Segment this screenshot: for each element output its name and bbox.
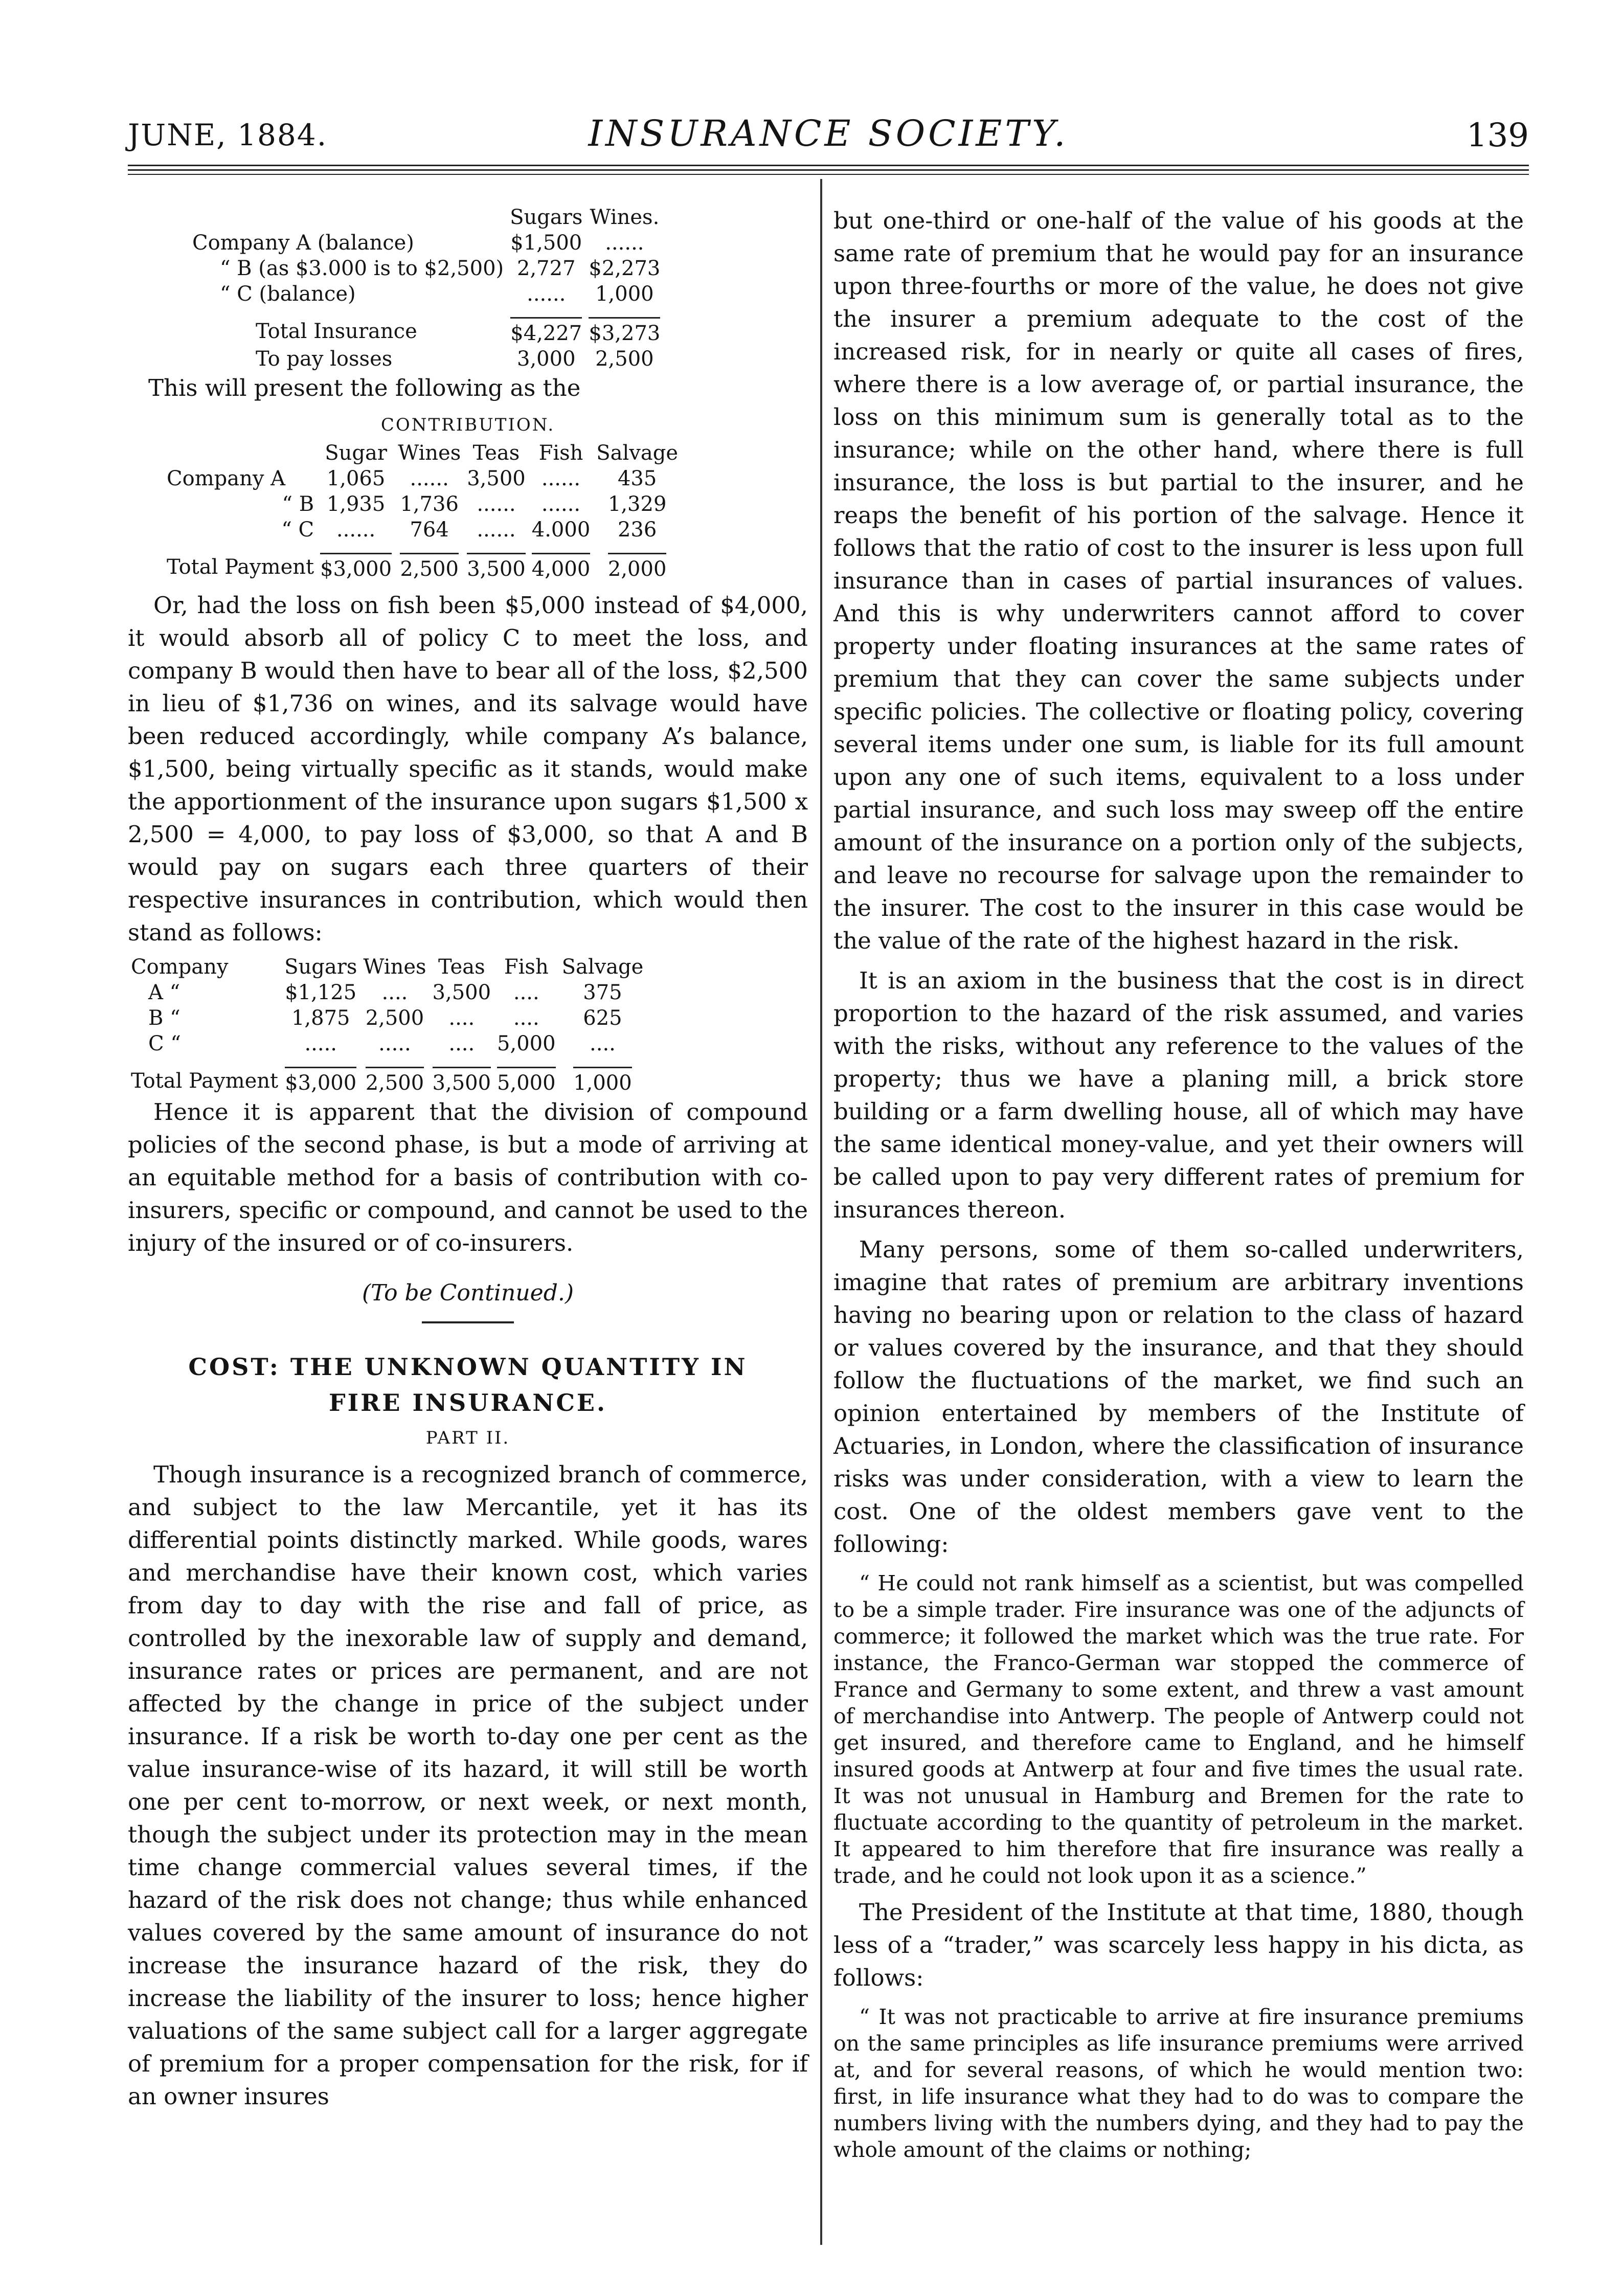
row-label: “ C (balance) [220,282,356,306]
row-label: “ C [281,518,314,542]
running-header [128,112,1529,169]
losses-sugars: 3,000 [517,347,576,371]
intro-line: This will present the following as the [148,374,581,401]
block-quote: “ He could not rank himself as a scientist, but was compelled to be a simple trader. Fire insurance was one of the adjuncts of commerce; it followed the market which was the true rate. For instance, the Franco-German war stopped the commerce of France and Germany to some extent, and threw a vast amount of merchandise into Antwerp. The people of Antwerp could not get insured, and therefore came to England, and he himself insured goods at Antwerp at four and five times the usual rate. It was not unusual in Hamburg and Bremen for the rate to fluctuate according to the quantity of petroleum in the market. It appeared to him therefore that fire insurance was really a trade, and he could not look upon it as a science.” [833,1571,1524,1888]
table-total-row [189,307,663,346]
col-header: Sugars [284,955,357,979]
col-header: Teas [438,955,485,979]
table-cell: 1,065 [326,467,386,490]
col-header: Sugar [325,441,387,465]
right-column [833,205,1524,2163]
col-header: Salvage [561,955,644,979]
table-cell: .... [590,1032,616,1055]
section-rule [422,1321,514,1323]
cell-sugars: 2,727 [517,257,576,280]
row-label: “ B [282,492,314,516]
table-row [189,230,663,256]
total-cell: $3,000 [285,1067,356,1095]
table-row [189,281,663,307]
total-cell: 4,000 [532,553,591,581]
table-cell: 1,736 [400,492,459,516]
table-row [164,491,681,517]
article-paragraph: Many persons, some of them so-called underwriters, imagine that rates of premium are arbitrary inventions having no bearing upon or relation to the class of hazard or values covered by the insurance, and that they should follow the fluctuations of the market, we find such an opinion entertained by members of the Institute of Actuaries, in London, where the classification of insurance risks was under consideration, with a view to learn the cost. One of the oldest members gave vent to the following: [833,1236,1524,1558]
cell-wines: 1,000 [595,282,654,306]
col-header: Fish [538,441,583,465]
total-wines: $3,273 [589,317,660,345]
contribution-heading: CONTRIBUTION. [380,415,555,435]
table-cell: 764 [410,518,449,542]
article-part: PART II. [425,1428,510,1448]
row-label: Company A (balance) [192,231,414,255]
cell-sugars: $1,500 [510,231,582,255]
table-cell: 3,500 [432,981,491,1004]
total-label: Total Payment [167,555,314,579]
article-title-line2: FIRE INSURANCE. [328,1389,607,1416]
table-cell: 435 [617,467,657,490]
total-cell: 5,000 [497,1067,556,1095]
table-cell: ...... [477,492,516,516]
col-header-wines: Wines. [590,206,660,229]
losses-wines: 2,500 [595,347,654,371]
article-paragraph: but one-third or one-half of the value of his goods at the same rate of premium that he would pay for an insurance upon three-fourths or more of the value, he does not give the insurer a premium adequate to the cost of the increased risk, for in nearly or quite all cases of fires, where there is a low average of, or partial insurance, the loss on this minimum sum is generally total as to the insurance; while on the other hand, where there is full insurance, the loss is but partial to the insurer, and he reaps the benefit of his portion of the salvage. Hence it follows that the ratio of cost to the insurer is less upon full insurance than in cases of partial insurances of values. And this is why underwriters cannot afford to cover property under floating insurances at the same rates of premium that they can cover the same subjects under specific policies. The collective or floating policy, covering several items under one sum, is liable for its full amount upon any one of such items, equivalent to a loss under partial insurance, and such loss may sweep off the entire amount of the insurance on a portion only of the subjects, and leave no recourse for salvage upon the remainder to the insurer. The cost to the insurer in this case would be the value of the rate of the highest hazard in the risk. [833,207,1524,954]
publication-title: INSURANCE SOCIETY. [588,112,1069,154]
header-thin-rule [128,174,1529,175]
article-title-line1: COST: THE UNKNOWN QUANTITY IN [188,1353,748,1381]
table-cell: 1,329 [607,492,667,516]
col-header: Wines [398,441,461,465]
article-paragraph: Though insurance is a recognized branch of commerce, and subject to the law Mercantile, yet it has its differential points distinctly marked. While goods, wares and merchandise have their known cost, which varies from day to day with the rise and fall of price, as controlled by the inexorable law of supply and demand, insurance rates or prices are permanent, and are not affected by the change in price of the subject under insurance. If a risk be worth to-day one per cent as the value insurance-wise of its hazard, it will still be worth one per cent to-morrow, or next week, or next month, though the subject under its protection may in the mean time change commercial values several times, if the hazard of the risk does not change; thus while enhanced values covered by the same amount of insurance do not increase the insurance hazard of the risk, they do increase the liability of the insurer to loss; hence higher valuations of the same subject call for a larger aggregate of premium for a proper compensation for the risk, for if an owner insures [128,1461,808,2110]
total-cell: 3,500 [433,1067,491,1095]
to-be-continued: (To be Continued.) [362,1280,574,1306]
table-cell: ...... [410,467,449,490]
col-header-sugars: Sugars [510,206,583,229]
table-cell: ..... [378,1032,411,1055]
col-header: Wines [363,955,426,979]
table-row [164,517,681,543]
row-label: C “ [148,1032,181,1055]
table-cell: .... [448,1032,475,1055]
cell-wines: $2,273 [589,257,661,280]
table-row [128,980,646,1005]
cell-wines: ...... [605,231,644,255]
issue-date: JUNE, 1884. [128,118,328,152]
table-cell: .... [448,1006,475,1030]
table-cell: ...... [541,467,581,490]
row-label: “ B (as $3.000 is to $2,500) [220,257,504,280]
company-label: Company [131,955,229,979]
insurance-balance-table [189,205,663,372]
table-cell: 2,500 [365,1006,424,1030]
table-row [189,256,663,281]
table-row [128,1005,646,1031]
table-cell: 5,000 [497,1032,556,1055]
table-cell: .... [513,981,539,1004]
revised-contribution-table [128,954,646,1096]
table-cell: ...... [477,518,516,542]
total-cell: 3,500 [467,553,526,581]
col-header: Fish [504,955,549,979]
table-cell: ..... [304,1032,337,1055]
paragraph-fish-loss: Or, had the loss on fish been $5,000 instead of $4,000, it would absorb all of policy C to meet the loss, and company B would then have to bear all of the loss, $2,500 in lieu of $1,736 on wines, and its salvage would have been reduced accordingly, while company A’s balance, $1,500, being virtually specific as it stands, would make the apportionment of the insurance upon sugars $1,500 x 2,500 = 4,000, to pay loss of $3,000, so that A and B would pay on sugars each three quarters of their respective insurances in contribution, which would then stand as follows: [128,592,808,946]
table-cell: 375 [583,981,622,1004]
column-divider [820,179,822,2245]
total-label: Total Payment [131,1069,279,1093]
header-double-rule [128,165,1529,171]
contribution-table [164,440,681,582]
article-paragraph: It is an axiom in the business that the cost is in direct proportion to the hazard of the risk assumed, and varies with the risks, without any reference to the values of the property; thus we have a planing mill, a brick store building or a farm dwelling house, all of which may have the same identical money-value, and yet their owners will be called upon to pay very different rates of premium for insurances thereon. [833,967,1524,1223]
table-row [164,466,681,491]
page-number: 139 [1466,117,1529,154]
table-cell: 1,935 [326,492,386,516]
table-cell: $1,125 [285,981,357,1004]
table-row [189,346,663,372]
total-cell: 2,000 [608,553,667,581]
total-label: Total Insurance [256,319,417,343]
table-total-row [164,543,681,582]
paragraph-conclusion: Hence it is apparent that the division of compound policies of the second phase, is but a mode of arriving at an equitable method for a basis of contribution with co-insurers, specific or compound, and cannot be used to the injury of the insured or of co-insurers. [128,1098,808,1256]
total-sugars: $4,227 [510,317,582,345]
col-header: Teas [472,441,520,465]
table-cell: 1,875 [291,1006,350,1030]
table-cell: 4.000 [531,518,591,542]
block-quote: “ It was not practicable to arrive at fire insurance premiums on the same principles as life insurance premiums were arrived at, and for several reasons, of which he would mention two: first, in life insurance what they had to do was to compare the numbers living with the numbers dying, and they had to pay the whole amount of the claims or nothing; [833,2005,1524,2162]
col-header: Salvage [596,441,679,465]
cell-sugars: ...... [527,282,566,306]
table-row [128,1031,646,1056]
total-cell: 1,000 [573,1067,632,1095]
table-cell: ...... [336,518,376,542]
row-label: B “ [148,1006,181,1030]
article-paragraph: The President of the Institute at that time, 1880, though less of a “trader,” was scarcely less happy in his dicta, as follows: [833,1899,1524,1991]
table-cell: .... [381,981,408,1004]
table-total-row [128,1056,646,1096]
total-cell: 2,500 [366,1067,424,1095]
table-cell: 3,500 [467,467,526,490]
table-cell: 625 [583,1006,622,1030]
left-column [128,205,808,2113]
total-cell: $3,000 [320,553,392,581]
row-label: A “ [148,981,181,1004]
losses-label: To pay losses [256,347,393,371]
table-cell: 236 [617,518,657,542]
table-cell: .... [513,1006,539,1030]
row-label: Company A [167,467,286,490]
table-cell: ...... [541,492,581,516]
total-cell: 2,500 [400,553,459,581]
